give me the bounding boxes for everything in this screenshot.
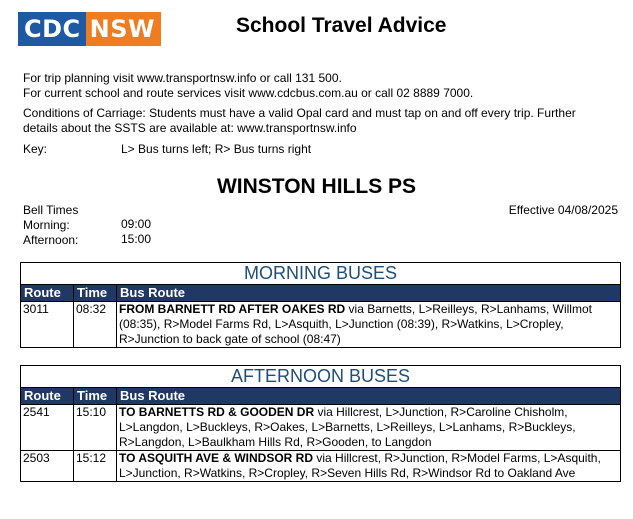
- table-row: [21, 405, 621, 451]
- route-description: [117, 451, 621, 482]
- route-via-line-1: via Barnetts, L>Reilleys, R>Lanhams, Willmot: [345, 302, 592, 316]
- table-header-row: [21, 285, 621, 302]
- departure-time: 08:32: [74, 302, 117, 348]
- table-header-row: [21, 388, 621, 405]
- logo-nsw: NSW: [86, 12, 161, 46]
- route-via-line-2: L>Junction, R>Watkins, R>Cropley, R>Seven Hills Rd, R>Windsor Rd to Oakland Ave: [119, 466, 576, 480]
- route-description: [117, 302, 621, 348]
- afternoon-label: Afternoon:: [23, 233, 79, 247]
- time-column-header: Time: [74, 285, 117, 302]
- morning-buses-table: [20, 262, 621, 348]
- logo-cdc: CDC: [18, 12, 86, 46]
- key-label: Key:: [23, 142, 48, 156]
- table-row: [21, 302, 621, 348]
- document-title: School Travel Advice: [236, 14, 447, 37]
- current-services-text: For current school and route services visit www.cdcbus.com.au or call 02 8889 7000.: [23, 86, 474, 100]
- route-via-line-1: via Hillcrest, L>Junction, R>Caroline Chisholm,: [314, 405, 568, 419]
- key-value: L> Bus turns left; R> Bus turns right: [121, 142, 312, 156]
- route-description: [117, 405, 621, 451]
- route-via-line-3: R>Langdon, L>Baulkham Hills Rd, R>Gooden, to Langdon: [119, 435, 432, 449]
- afternoon-buses-table: [20, 365, 621, 482]
- bell-times-label: Bell Times: [23, 203, 79, 217]
- route-column-header: Route: [21, 388, 74, 405]
- route-via-line-1: via Hillcrest, R>Junction, R>Model Farms, L>Asquith,: [313, 451, 601, 465]
- route-destination: TO BARNETTS RD & GOODEN DR: [119, 405, 315, 419]
- morning-buses-heading: MORNING BUSES: [21, 263, 621, 285]
- route-via-line-3: R>Junction to back gate of school (08:47): [119, 332, 341, 346]
- effective-date: Effective 04/08/2025: [508, 203, 618, 217]
- route-via-line-2: (08:35), R>Model Farms Rd, L>Asquith, L>Junction (08:39), R>Watkins, L>Cropley,: [119, 317, 564, 331]
- trip-planning-text: For trip planning visit www.transportnsw.info or call 131 500.: [23, 71, 342, 85]
- morning-bell-time: 09:00: [121, 217, 152, 231]
- route-destination: FROM BARNETT RD AFTER OAKES RD: [119, 302, 346, 316]
- morning-label: Morning:: [23, 218, 70, 232]
- route-number: 2503: [21, 451, 74, 482]
- bus-route-column-header: Bus Route: [117, 285, 621, 302]
- afternoon-buses-heading: AFTERNOON BUSES: [21, 366, 621, 388]
- conditions-line-1: Conditions of Carriage: Students must have a valid Opal card and must tap on and off every trip. Further: [23, 106, 576, 120]
- departure-time: 15:12: [74, 451, 117, 482]
- time-column-header: Time: [74, 388, 117, 405]
- cdc-nsw-logo: [18, 12, 161, 46]
- route-number: 2541: [21, 405, 74, 451]
- conditions-line-2: details about the SSTS are available at: www.transportnsw.info: [23, 121, 357, 135]
- departure-time: 15:10: [74, 405, 117, 451]
- route-destination: TO ASQUITH AVE & WINDSOR RD: [119, 451, 314, 465]
- route-column-header: Route: [21, 285, 74, 302]
- route-number: 3011: [21, 302, 74, 348]
- table-row: [21, 451, 621, 482]
- route-via-line-2: L>Langdon, L>Buckleys, R>Oakes, L>Barnetts, L>Reilleys, L>Lanhams, R>Buckleys,: [119, 420, 576, 434]
- school-name: WINSTON HILLS PS: [216, 175, 417, 198]
- afternoon-bell-time: 15:00: [121, 232, 152, 246]
- bus-route-column-header: Bus Route: [117, 388, 621, 405]
